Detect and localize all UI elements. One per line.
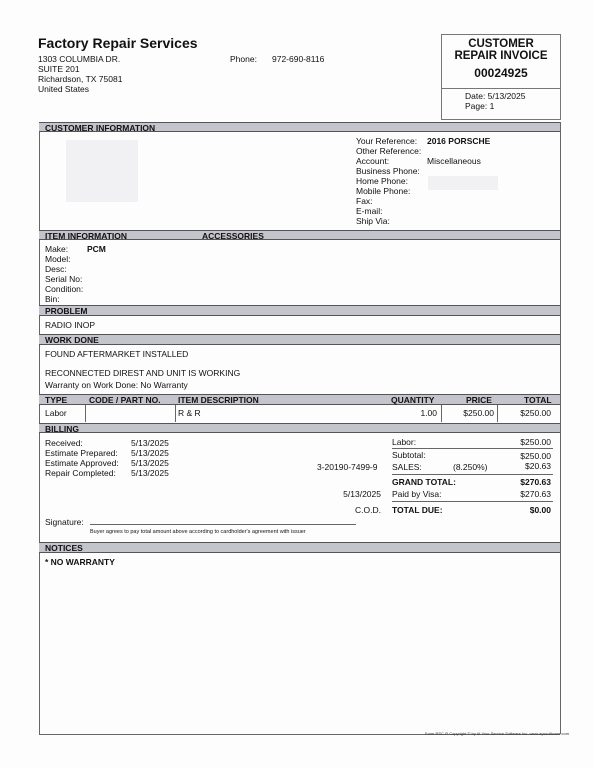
billing-header <box>39 423 560 433</box>
condition-label: Condition: <box>45 284 84 294</box>
subtotal-amount: $250.00 <box>520 451 551 461</box>
invoice-box-divider <box>441 88 561 89</box>
home-phone-label: Home Phone: <box>356 176 408 186</box>
repair-completed-date: 5/13/2025 <box>131 468 169 478</box>
company-address <box>38 54 122 94</box>
col-code-header: CODE / PART NO. <box>89 395 161 405</box>
estimate-approved-row <box>45 458 169 468</box>
estimate-prepared-label: Estimate Prepared: <box>45 448 118 458</box>
billing-dates <box>45 438 169 478</box>
card-reference: 3-20190-7499-9 <box>317 462 378 472</box>
address-line-3: Richardson, TX 75081 <box>38 74 123 84</box>
grand-total-amount: $270.63 <box>520 477 551 487</box>
phone-number: 972-690-8116 <box>272 54 325 64</box>
received-label: Received: <box>45 438 83 448</box>
model-label: Model: <box>45 254 71 264</box>
estimate-prepared-date: 5/13/2025 <box>131 448 169 458</box>
mobile-phone-label: Mobile Phone: <box>356 186 411 196</box>
customer-name-redacted <box>66 140 138 202</box>
signature-line <box>90 524 356 525</box>
labor-amount: $250.00 <box>520 437 551 447</box>
billing-title: BILLING <box>45 424 79 434</box>
notices-header <box>39 542 560 553</box>
sales-tax-label: SALES: <box>392 462 422 472</box>
table-row <box>39 408 560 420</box>
labor-label: Labor: <box>392 437 417 447</box>
paid-by-visa-amount: $270.63 <box>520 489 551 499</box>
signature-label: Signature: <box>45 517 84 527</box>
customer-info-title: CUSTOMER INFORMATION <box>45 123 156 133</box>
repair-completed-row <box>45 468 169 478</box>
invoice-date-block <box>465 91 526 111</box>
ship-via-label: Ship Via: <box>356 216 390 226</box>
paid-by-visa-label: Paid by Visa: <box>392 489 442 499</box>
business-phone-label: Business Phone: <box>356 166 420 176</box>
item-info-title: ITEM INFORMATION <box>45 231 127 241</box>
estimate-approved-date: 5/13/2025 <box>131 458 169 468</box>
bin-label: Bin: <box>45 294 60 304</box>
item-info-header <box>39 230 560 240</box>
received-row <box>45 438 169 448</box>
email-label: E-mail: <box>356 206 383 216</box>
grand-total-label: GRAND TOTAL: <box>392 477 456 487</box>
work-done-title: WORK DONE <box>45 335 99 345</box>
problem-text: RADIO INOP <box>45 320 96 330</box>
make-value: PCM <box>87 244 106 254</box>
signature-note: Buyer agrees to pay total amount above according to cardholder's agreement with issuer <box>90 529 306 535</box>
row-quantity: 1.00 <box>420 408 437 418</box>
invoice-number: 00024925 <box>474 66 528 80</box>
payment-date: 5/13/2025 <box>343 489 381 499</box>
fax-label: Fax: <box>356 196 373 206</box>
warranty-text: Warranty on Work Done: No Warranty <box>45 380 188 390</box>
desc-label: Desc: <box>45 264 67 274</box>
company-name: Factory Repair Services <box>38 35 198 51</box>
col-quantity-header: QUANTITY <box>391 395 435 405</box>
account-label: Account: <box>356 156 390 166</box>
account-row <box>356 156 481 166</box>
subtotal-rule <box>392 448 553 449</box>
cod-label: C.O.D. <box>355 505 381 515</box>
address-line-1: 1303 COLUMBIA DR. <box>38 54 121 64</box>
accessories-title: ACCESSORIES <box>202 231 264 241</box>
address-line-4: United States <box>38 84 90 94</box>
mobile-phone-redacted <box>428 176 498 190</box>
invoice-date: Date: 5/13/2025 <box>465 91 526 101</box>
sales-tax-rate: (8.250%) <box>453 462 488 472</box>
invoice-title-line-1: CUSTOMER <box>468 38 534 50</box>
work-done-header <box>39 334 560 345</box>
sales-tax-amount: $20.63 <box>525 461 551 471</box>
customer-reference-block <box>356 136 491 226</box>
make-row <box>45 244 106 254</box>
customer-info-header <box>39 122 560 132</box>
grand-total-rule <box>392 474 553 475</box>
your-reference-label: Your Reference: <box>356 136 418 146</box>
problem-header <box>39 305 560 316</box>
estimate-prepared-row <box>45 448 169 458</box>
item-details <box>45 244 106 304</box>
row-total: $250.00 <box>520 408 551 418</box>
total-due-label: TOTAL DUE: <box>392 505 443 515</box>
phone-label: Phone: <box>230 54 257 64</box>
notices-text: * NO WARRANTY <box>45 557 115 567</box>
total-due-rule <box>392 501 553 502</box>
repair-completed-label: Repair Completed: <box>45 468 116 478</box>
received-date: 5/13/2025 <box>131 438 169 448</box>
make-label: Make: <box>45 244 69 254</box>
serial-label: Serial No: <box>45 274 83 284</box>
notices-title: NOTICES <box>45 543 83 553</box>
col-price-header: PRICE <box>466 395 492 405</box>
estimate-approved-label: Estimate Approved: <box>45 458 119 468</box>
invoice-title-line-2: REPAIR INVOICE <box>454 50 548 62</box>
line-items-header <box>39 394 560 405</box>
invoice-title <box>441 38 561 62</box>
row-type: Labor <box>45 408 67 418</box>
account-value: Miscellaneous <box>427 156 481 166</box>
row-price: $250.00 <box>463 408 494 418</box>
work-done-line-1: FOUND AFTERMARKET INSTALLED <box>45 349 189 359</box>
address-line-2: SUITE 201 <box>38 64 80 74</box>
total-due-amount: $0.00 <box>529 505 551 515</box>
row-description: R & R <box>178 408 201 418</box>
problem-title: PROBLEM <box>45 306 88 316</box>
subtotal-label: Subtotal: <box>392 450 426 460</box>
invoice-page: Page: 1 <box>465 101 495 111</box>
col-type-header: TYPE <box>45 395 68 405</box>
your-reference-value: 2016 PORSCHE <box>427 136 491 146</box>
work-done-line-2: RECONNECTED DIREST AND UNIT IS WORKING <box>45 368 241 378</box>
your-reference-row <box>356 136 491 146</box>
col-total-header: TOTAL <box>524 395 552 405</box>
col-description-header: ITEM DESCRIPTION <box>178 395 259 405</box>
other-reference-label: Other Reference: <box>356 146 422 156</box>
footer-copyright: Form RSC-R Copyright © by At Your Service Software Inc. www.ayssoftware.com <box>425 731 570 736</box>
